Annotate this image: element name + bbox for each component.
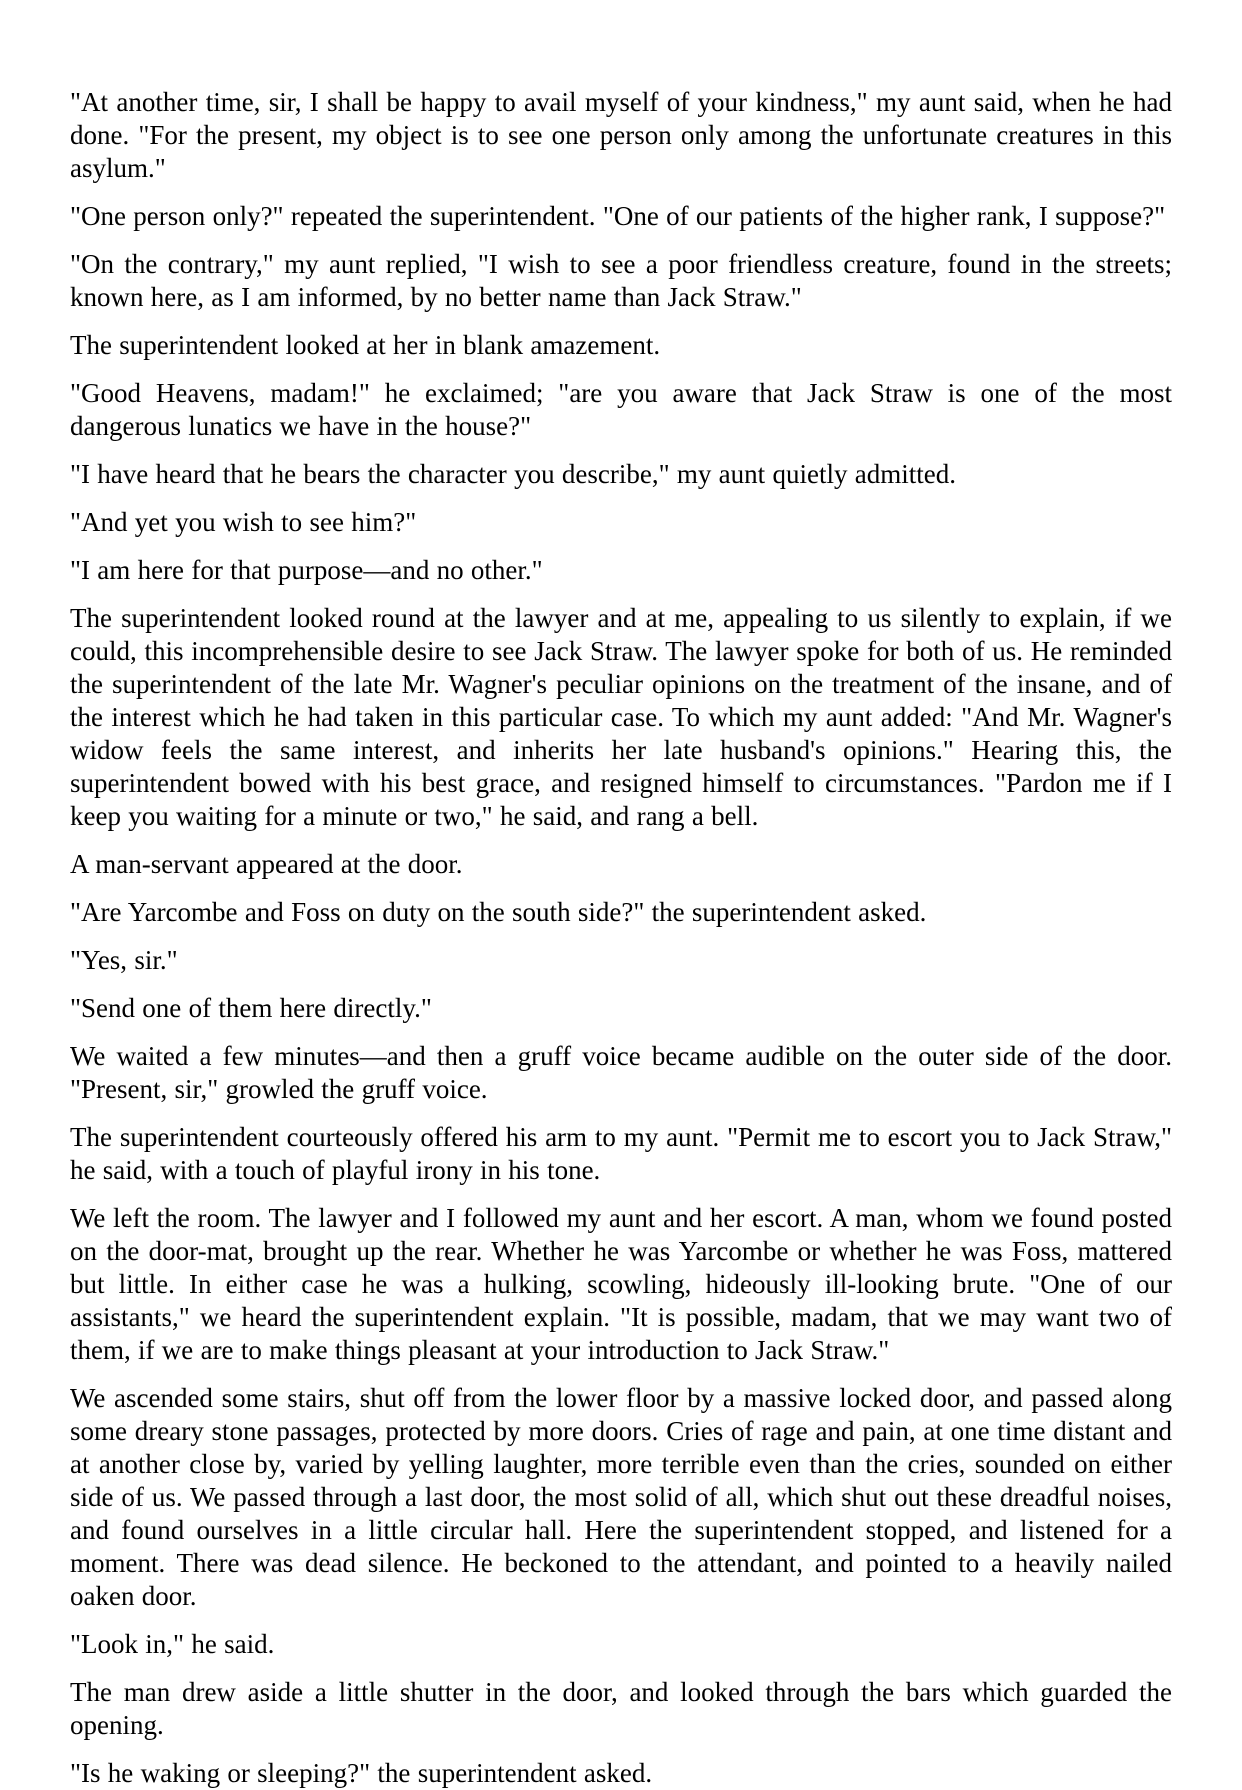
- paragraph: The superintendent looked round at the lawyer and at me, appealing to us silently to explain, if we could, this incomprehensible desire to see Jack Straw. The lawyer spoke for both of us. He reminded the superintendent of the late Mr. Wagner's peculiar opinions on the treatment of the insane, and of the interest which he had taken in this particular case. To which my aunt added: "And Mr. Wagner's widow feels the same interest, and inherits her late husband's opinions." Hearing this, the superintendent bowed with his best grace, and resigned himself to circumstances. "Pardon me if I keep you waiting for a minute or two," he said, and rang a bell.: [70, 603, 1172, 831]
- paragraph: A man-servant appeared at the door.: [70, 849, 463, 879]
- paragraph: "Are Yarcombe and Foss on duty on the south side?" the superintendent asked.: [70, 897, 927, 927]
- paragraph: "One person only?" repeated the superintendent. "One of our patients of the higher rank, I suppose?": [70, 201, 1166, 231]
- paragraph: We left the room. The lawyer and I followed my aunt and her escort. A man, whom we found posted on the door-mat, brought up the rear. Whether he was Yarcombe or whether he was Foss, mattered but little. In either case he was a hulking, scowling, hideously ill-looking brute. "One of our assistants," we heard the superintendent explain. "It is possible, madam, that we may want two of them, if we are to make things pleasant at your introduction to Jack Straw.": [70, 1203, 1172, 1365]
- paragraph: "Look in," he said.: [70, 1629, 275, 1659]
- paragraph: "On the contrary," my aunt replied, "I wish to see a poor friendless creature, found in the streets; known here, as I am informed, by no better name than Jack Straw.": [70, 249, 1172, 312]
- paragraph: "At another time, sir, I shall be happy to avail myself of your kindness," my aunt said, when he had done. "For the present, my object is to see one person only among the unfortunate creatures in this asylum.": [70, 87, 1172, 183]
- paragraph: "And yet you wish to see him?": [70, 507, 417, 537]
- paragraph: "Send one of them here directly.": [70, 993, 432, 1023]
- paragraph: We ascended some stairs, shut off from the lower floor by a massive locked door, and passed along some dreary stone passages, protected by more doors. Cries of rage and pain, at one time distant and at another close by, varied by yelling laughter, more terrible even than the cries, sounded on either side of us. We passed through a last door, the most solid of all, which shut out these dreadful noises, and found ourselves in a little circular hall. Here the superintendent stopped, and listened for a moment. There was dead silence. He beckoned to the attendant, and pointed to a heavily nailed oaken door.: [70, 1383, 1172, 1611]
- paragraph: "I am here for that purpose—and no other.": [70, 555, 543, 585]
- paragraph: "Is he waking or sleeping?" the superintendent asked.: [70, 1758, 653, 1788]
- page-content: [70, 86, 1172, 1790]
- paragraph: "Yes, sir.": [70, 945, 178, 975]
- paragraph: "Good Heavens, madam!" he exclaimed; "are you aware that Jack Straw is one of the most dangerous lunatics we have in the house?": [70, 378, 1172, 441]
- paragraph: "I have heard that he bears the character you describe," my aunt quietly admitted.: [70, 459, 956, 489]
- paragraph: The superintendent courteously offered his arm to my aunt. "Permit me to escort you to Jack Straw," he said, with a touch of playful irony in his tone.: [70, 1122, 1172, 1185]
- paragraph: The superintendent looked at her in blank amazement.: [70, 330, 661, 360]
- paragraph: We waited a few minutes—and then a gruff voice became audible on the outer side of the door. "Present, sir," growled the gruff voice.: [70, 1041, 1172, 1104]
- paragraph: The man drew aside a little shutter in the door, and looked through the bars which guarded the opening.: [70, 1677, 1172, 1740]
